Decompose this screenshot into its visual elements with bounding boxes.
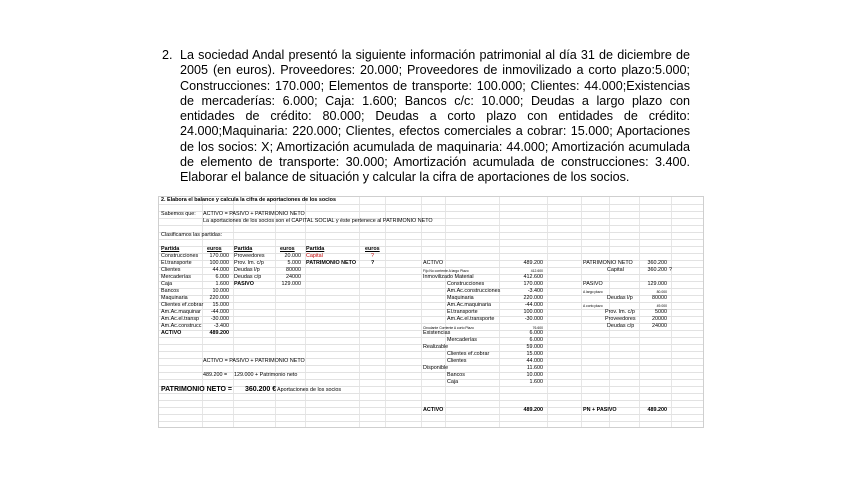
activo-item-name: Bancos (161, 288, 179, 294)
bal-activo-label: ACTIVO (423, 260, 444, 266)
bal-realiz-item: Clientes (447, 358, 467, 364)
total-activo-label: ACTIVO (423, 407, 444, 413)
problem-line: La sociedad Andal presentó la siguiente información patrimonial al día 31 de diciembre de (180, 48, 690, 62)
pasivo-item-value: 80000 (286, 267, 301, 273)
bal-dispon-value: 11.600 (526, 365, 543, 371)
bal-cp-item: Proveedores (605, 316, 636, 322)
bal-activo-value: 489.200 (523, 260, 543, 266)
bal-lp-value: 80.000 (656, 290, 667, 294)
pn-capital-value: ? (371, 253, 374, 259)
activo-item-name: Mercaderías (161, 274, 191, 280)
bal-pasivo-label: PASIVO (583, 281, 603, 287)
pasivo-total-name: PASIVO (234, 281, 254, 287)
bal-inmov-item-value: 170.000 (523, 281, 543, 287)
bal-realiz-item-value: 44.000 (526, 358, 543, 364)
result-value: 360.200 € (245, 386, 277, 393)
activo-item-name: Caja (161, 281, 173, 287)
bal-inmov-item: El.transporte (447, 309, 478, 315)
problem-line: de elemento de transporte: 30.000; Amortización acumulada de construcciones: 3.400. (180, 155, 690, 170)
bal-inmov-item: Construcciones (447, 281, 485, 287)
bal-realiz-label: Realizable (423, 344, 449, 350)
activo-total-name: ACTIVO (161, 330, 182, 336)
bal-dispon-item: Caja (447, 379, 459, 385)
problem-line: de los socios: X; Amortización acumulada de maquinaria: 44.000; Amortización acumulada (180, 139, 690, 154)
pasivo-item-value: 24000 (286, 274, 301, 280)
pn-total: PATRIMONIO NETO (306, 260, 357, 266)
activo-header-euros: euros (207, 246, 222, 252)
bal-inmov-value: 412.600 (523, 274, 543, 280)
pn-total-value: ? (371, 260, 375, 266)
activo-total-value: 489.200 (209, 330, 229, 336)
activo-header-partida: Partida (161, 246, 180, 252)
sheet-title: 2. Elabora el balance y calcula la cifra de aportaciones de los socios (161, 197, 336, 203)
total-pnp-label: PN + PASIVO (583, 407, 617, 413)
bal-inmov-item: Maquinaria (447, 295, 474, 301)
eq3-right: 129.000 + Patrimonio neto (234, 372, 298, 378)
problem-line: 2005 (en euros). Proveedores: 20.000; Proveedores de inmovilizado a corto plazo:5.000; (180, 63, 690, 78)
activo-item-value: 6.000 (215, 274, 229, 280)
bal-dispon-label: Disponible (423, 365, 449, 371)
equation: ACTIVO = PASIVO + PATRIMONIO NETO (203, 211, 305, 217)
bal-cp-value: 49.000 (656, 304, 667, 308)
activo-item-name: Construcciones (161, 253, 199, 259)
problem-line: 24.000;Maquinaria: 220.000; Clientes, efectos comerciales a cobrar: 15.000; Aportaciones (180, 124, 690, 139)
bal-merc-value: 6.000 (529, 337, 543, 343)
bal-anc-label: Fijo No corriente A largo Plazo (423, 269, 469, 273)
note: La aportaciones de los socios son el CAPITAL SOCIAL y éste pertenece al PATRIMONIO NETO (203, 218, 433, 224)
activo-item-value: 44.000 (212, 267, 229, 273)
activo-item-value: 100.000 (209, 260, 229, 266)
activo-item-name: Am.Ac.maquinar (161, 309, 201, 315)
activo-item-name: Clientes (161, 267, 181, 273)
activo-item-value: 1.600 (215, 281, 229, 287)
total-pnp-value: 489.200 (647, 407, 667, 413)
activo-item-value: 220.000 (209, 295, 229, 301)
bal-pn-value: 360.200 (647, 260, 667, 266)
bal-exist-label: Existencias (423, 330, 451, 336)
pasivo-item-name: Deudas c/p (234, 274, 262, 280)
activo-item-value: -30.000 (210, 316, 229, 322)
bal-inmov-item-value: -44.000 (524, 302, 543, 308)
pasivo-item-value: 20.000 (284, 253, 301, 259)
problem-line: Construcciones: 170.000; Elementos de transporte: 100.000; Clientes: 44.000;Existencias (180, 78, 690, 93)
bal-cp-item-value: 20000 (652, 316, 667, 322)
bal-inmov-item-value: 220.000 (523, 295, 543, 301)
eq2: ACTIVO = PASIVO + PATRIMONIO NETO (203, 358, 305, 364)
result-label: PATRIMONIO NETO = (161, 386, 232, 393)
activo-item-value: 10.000 (212, 288, 229, 294)
bal-realiz-value: 59.000 (526, 344, 543, 350)
bal-inmov-item: Am.Ac.maquinaria (447, 302, 492, 308)
problem-line: de mercaderías: 6.000; Caja: 1.600; Bancos c/c: 10.000; Deudas a largo plazo con (180, 93, 690, 108)
activo-item-value: 170.000 (209, 253, 229, 259)
spreadsheet (158, 196, 704, 428)
activo-item-name: Maquinaria (161, 295, 188, 301)
bal-realiz-item-value: 15.000 (526, 351, 543, 357)
bal-ac-value: 76.600 (532, 326, 543, 330)
bal-inmov-item: Am.Ac.construcciones (447, 288, 501, 294)
bal-anc-value: 412.600 (530, 269, 543, 273)
total-activo-value: 489.200 (523, 407, 543, 413)
bal-ac-label: Circulante Corriente A corto Plazo (423, 326, 474, 330)
bal-merc-label: Mercaderías (447, 337, 477, 343)
bal-pasivo-value: 129.000 (647, 281, 667, 287)
result-note: Aportaciones de los socios (277, 387, 342, 393)
pasivo-item-name: Prov. Im. c/p (234, 260, 264, 266)
activo-item-name: Clientes ef.cobrar (161, 302, 204, 308)
bal-dispon-item-value: 1.600 (529, 379, 543, 385)
sabemos-label: Sabemos que: (161, 211, 196, 217)
bal-cp-item: Prov. Im. c/p (605, 309, 635, 315)
pasivo-total-value: 129.000 (281, 281, 301, 287)
bal-cp-label: A corto plazo (583, 304, 603, 308)
bal-dispon-item-value: 10.000 (526, 372, 543, 378)
bal-deudas-lp-label: Deudas l/p (607, 295, 633, 301)
activo-item-name: El.transporte (161, 260, 192, 266)
bal-cp-item-value: 24000 (652, 323, 667, 329)
bal-inmov-item-value: -30.000 (524, 316, 543, 322)
pn-capital: Capital (306, 253, 323, 259)
pasivo-header-partida: Partida (234, 246, 253, 252)
bal-pn-label: PATRIMONIO NETO (583, 260, 633, 266)
bal-inmov-item-value: -3.400 (527, 288, 543, 294)
pasivo-item-name: Deudas l/p (234, 267, 260, 273)
activo-item-name: Am.Ac.construcc (161, 323, 202, 329)
bal-lp-label: A largo plazo (583, 290, 603, 294)
problem-line: entidades de crédito: 80.000; Deudas a corto plazo con entidades de crédito: (180, 109, 690, 124)
bal-deudas-lp-value: 80000 (652, 295, 667, 301)
bal-realiz-item: Clientes ef.cobrar (447, 351, 490, 357)
bal-cp-item-value: 5000 (655, 309, 667, 315)
bal-capital-value: 360.200 (647, 267, 667, 273)
pasivo-item-name: Proveedores (234, 253, 265, 259)
eq3-left: 489.200 = (203, 372, 228, 378)
problem-paragraph (180, 48, 690, 186)
bal-dispon-item: Bancos (447, 372, 465, 378)
pasivo-item-value: 5.000 (287, 260, 301, 266)
bal-inmov-item-value: 100.000 (523, 309, 543, 315)
pn-header-euros: euros (365, 246, 380, 252)
problem-line: Elaborar el balance de situación y calcular la cifra de aportaciones de los socios. (180, 170, 630, 185)
pasivo-header-euros: euros (280, 246, 295, 252)
clasificamos: Clasificamos las partidas: (161, 232, 223, 238)
bal-cp-item: Deudas c/p (607, 323, 635, 329)
activo-item-value: -3.400 (213, 323, 229, 329)
bal-exist-value: 6.000 (529, 330, 543, 336)
pn-header-partida: Partida (306, 246, 325, 252)
problem-number: 2. (162, 48, 173, 62)
activo-item-value: -44.000 (210, 309, 229, 315)
activo-item-value: 15.000 (212, 302, 229, 308)
bal-inmov-item: Am.Ac.el.transporte (447, 316, 495, 322)
bal-inmov-label: Inmovilizado Material (423, 274, 474, 280)
bal-capital-label: Capital (607, 267, 624, 273)
activo-item-name: Am.Ac.el.transp (161, 316, 200, 322)
bal-capital-q: ? (669, 267, 672, 273)
